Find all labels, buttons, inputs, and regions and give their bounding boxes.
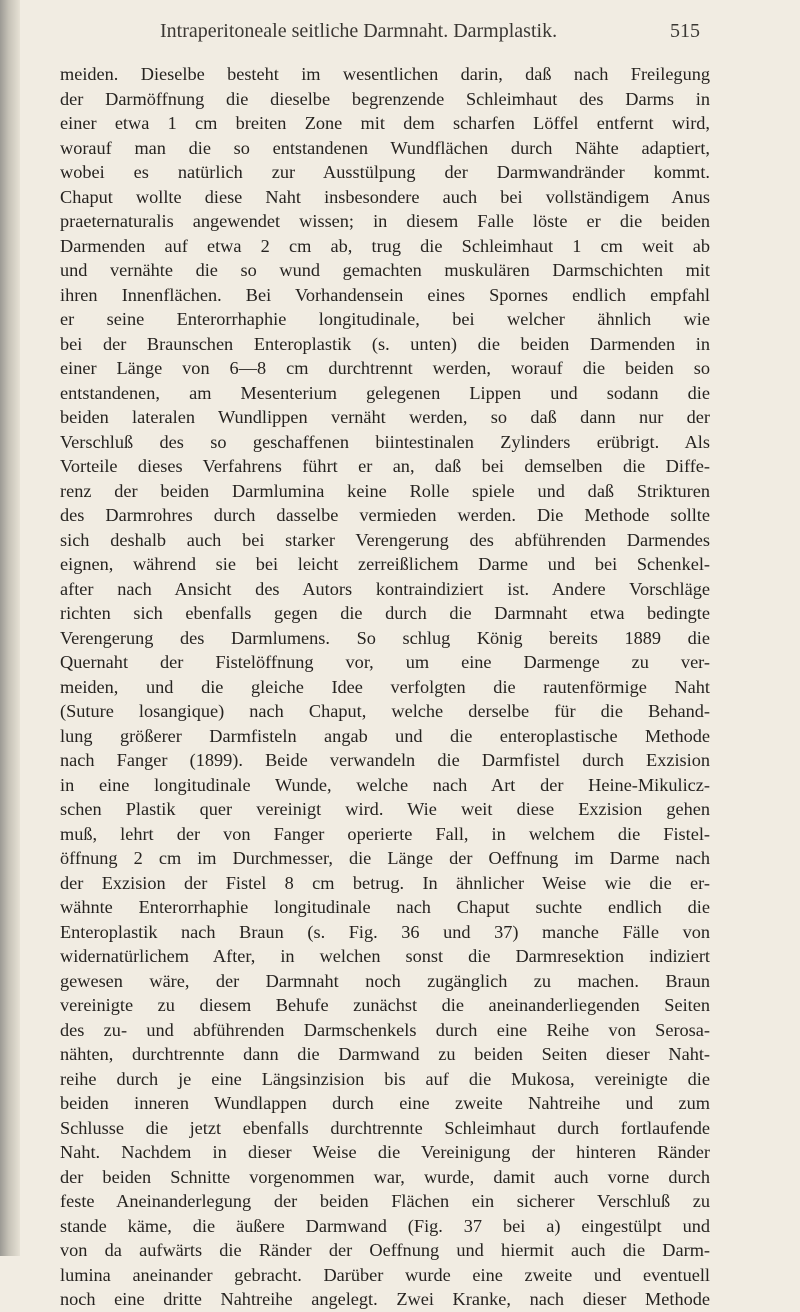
text-line: lung größerer Darmfisteln angab und die enteroplastische Methode xyxy=(60,725,710,746)
text-line: Quernaht der Fistelöffnung vor, um eine Darmenge zu ver- xyxy=(60,652,710,672)
text-line: Chaput wollte diese Naht insbesondere auch bei vollständigem Anus xyxy=(60,186,710,207)
text-line: richten sich ebenfalls gegen die durch die Darmnaht etwa bedingte xyxy=(60,603,710,623)
text-line: bei der Braunschen Enteroplastik (s. unten) die beiden Darmenden in xyxy=(60,333,710,354)
text-line: gewesen wäre, der Darmnaht noch zugänglich zu machen. Braun xyxy=(60,970,710,991)
text-line: von da aufwärts die Ränder der Oeffnung und hiermit auch die Darm- xyxy=(60,1240,710,1260)
text-line: beiden inneren Wundlappen durch eine zweite Nahtreihe und zum xyxy=(60,1093,710,1113)
text-line: meiden. Dieselbe besteht im wesentlichen darin, daß nach Freilegung xyxy=(60,64,710,84)
text-line: nach Fanger (1899). Beide verwandeln die Darmfistel durch Exzision xyxy=(60,750,710,770)
text-line: worauf man die so entstandenen Wundflächen durch Nähte adaptiert, xyxy=(60,137,710,158)
text-line: reihe durch je eine Längsinzision bis auf die Mukosa, vereinigte die xyxy=(60,1068,710,1089)
text-line: des Darmrohres durch dasselbe vermieden werden. Die Methode sollte xyxy=(60,505,710,525)
text-line: (Suture losangique) nach Chaput, welche derselbe für die Behand- xyxy=(60,701,710,721)
text-line: sich deshalb auch bei starker Verengerung des abführenden Darmendes xyxy=(60,529,710,550)
text-line: eignen, während sie bei leicht zerreißlichem Darme und bei Schenkel- xyxy=(60,554,710,574)
page-number: 515 xyxy=(670,20,700,42)
text-line: praeternaturalis angewendet wissen; in diesem Falle löste er die beiden xyxy=(60,211,710,231)
text-line: Verschluß des so geschaffenen biintestinalen Zylinders erübrigt. Als xyxy=(60,431,710,452)
text-line: öffnung 2 cm im Durchmesser, die Länge der Oeffnung im Darme nach xyxy=(60,848,710,868)
text-line: Verengerung des Darmlumens. So schlug König bereits 1889 die xyxy=(60,627,710,648)
text-line: Naht. Nachdem in dieser Weise die Vereinigung der hinteren Ränder xyxy=(60,1142,710,1162)
text-line: entstandenen, am Mesenterium gelegenen Lippen und sodann die xyxy=(60,382,710,403)
text-line: Darmenden auf etwa 2 cm ab, trug die Schleimhaut 1 cm weit ab xyxy=(60,235,710,256)
body-text xyxy=(60,62,710,1312)
text-line: einer etwa 1 cm breiten Zone mit dem scharfen Löffel entfernt wird, xyxy=(60,113,710,133)
text-line: ihren Innenflächen. Bei Vorhandensein eines Spornes endlich empfahl xyxy=(60,284,710,305)
text-line: after nach Ansicht des Autors kontraindiziert ist. Andere Vorschläge xyxy=(60,578,710,599)
text-line: meiden, und die gleiche Idee verfolgten die rautenförmige Naht xyxy=(60,676,710,697)
text-line: wähnte Enterorrhaphie longitudinale nach Chaput suchte endlich die xyxy=(60,897,710,917)
text-line: widernatürlichem After, in welchen sonst die Darmresektion indiziert xyxy=(60,946,710,966)
text-line: Vorteile dieses Verfahrens führt er an, daß bei demselben die Diffe- xyxy=(60,456,710,476)
page-binding-edge xyxy=(0,0,20,1256)
text-line: der Exzision der Fistel 8 cm betrug. In ähnlicher Weise wie die er- xyxy=(60,872,710,893)
text-line: muß, lehrt der von Fanger operierte Fall, in welchem die Fistel- xyxy=(60,823,710,844)
text-line: des zu- und abführenden Darmschenkels durch eine Reihe von Serosa- xyxy=(60,1019,710,1040)
text-line: der beiden Schnitte vorgenommen war, wurde, damit auch vorne durch xyxy=(60,1166,710,1187)
text-line: schen Plastik quer vereinigt wird. Wie weit diese Exzision gehen xyxy=(60,799,710,819)
text-line: er seine Enterorrhaphie longitudinale, bei welcher ähnlich wie xyxy=(60,309,710,329)
text-line: in eine longitudinale Wunde, welche nach Art der Heine-Mikulicz- xyxy=(60,774,710,795)
text-line: stande käme, die äußere Darmwand (Fig. 37 bei a) eingestülpt und xyxy=(60,1215,710,1236)
text-line: einer Länge von 6—8 cm durchtrennt werden, worauf die beiden so xyxy=(60,358,710,378)
text-line: lumina aneinander gebracht. Darüber wurde eine zweite und eventuell xyxy=(60,1264,710,1285)
text-line: wobei es natürlich zur Ausstülpung der Darmwandränder kommt. xyxy=(60,162,710,182)
page-header xyxy=(160,16,700,46)
text-line: der Darmöffnung die dieselbe begrenzende Schleimhaut des Darms in xyxy=(60,88,710,109)
text-line: renz der beiden Darmlumina keine Rolle spiele und daß Strikturen xyxy=(60,480,710,501)
text-line: vereinigte zu diesem Behufe zunächst die aneinanderliegenden Seiten xyxy=(60,995,710,1015)
text-line: beiden lateralen Wundlippen vernäht werden, so daß dann nur der xyxy=(60,407,710,427)
text-line: und vernähte die so wund gemachten muskulären Darmschichten mit xyxy=(60,260,710,280)
text-line: Enteroplastik nach Braun (s. Fig. 36 und 37) manche Fälle von xyxy=(60,921,710,942)
text-line: nähten, durchtrennte dann die Darmwand zu beiden Seiten dieser Naht- xyxy=(60,1044,710,1064)
text-line: Schlusse die jetzt ebenfalls durchtrennte Schleimhaut durch fortlaufende xyxy=(60,1117,710,1138)
text-line: feste Aneinanderlegung der beiden Flächen ein sicherer Verschluß zu xyxy=(60,1191,710,1211)
running-title: Intraperitoneale seitliche Darmnaht. Darmplastik. xyxy=(160,20,558,42)
text-line: noch eine dritte Nahtreihe angelegt. Zwei Kranke, nach dieser Methode xyxy=(60,1289,710,1309)
